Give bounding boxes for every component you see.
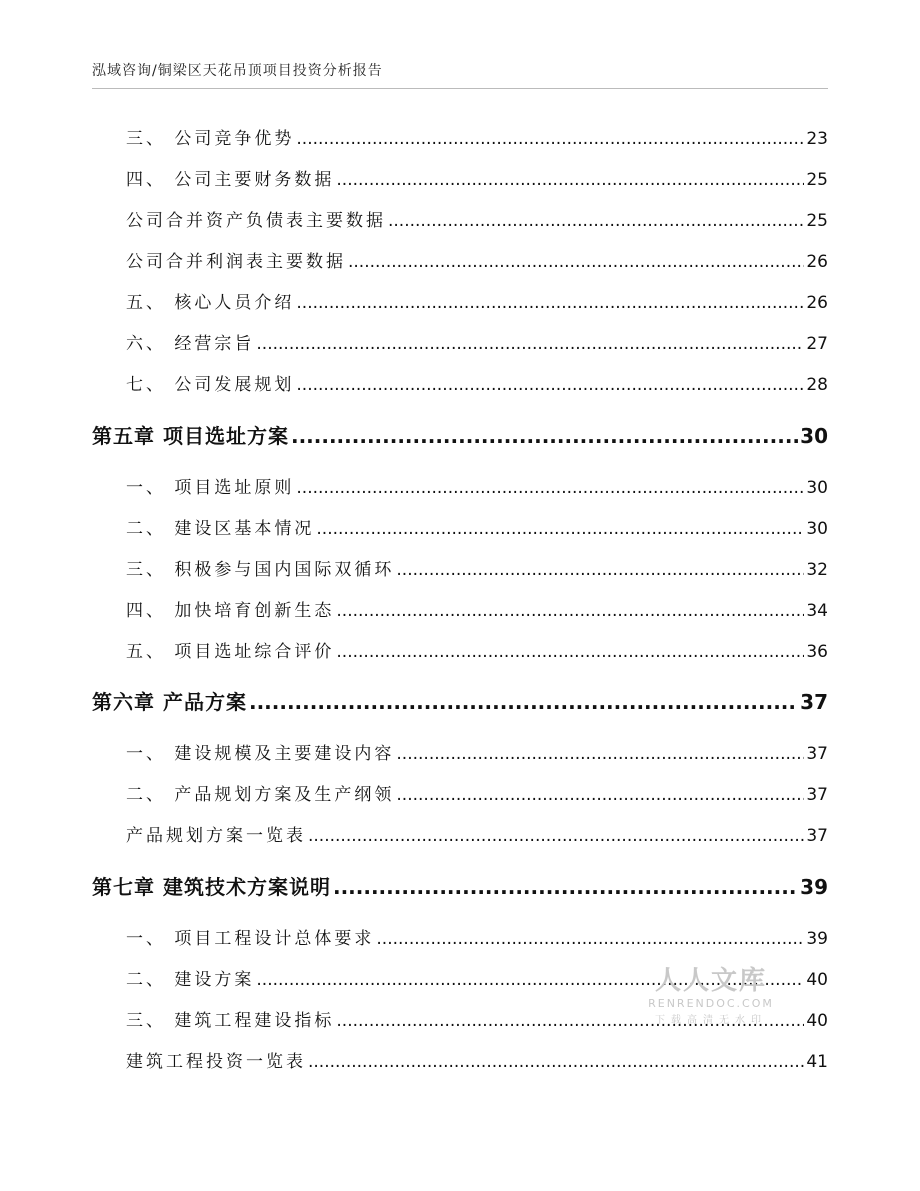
toc-chapter-page: 37 <box>800 690 828 714</box>
toc-entry[interactable] <box>126 924 828 949</box>
toc-entry-title: 五、 核心人员介绍 <box>126 293 295 313</box>
toc-entry-title: 二、 产品规划方案及生产纲领 <box>126 785 395 805</box>
toc-entry-title: 一、 项目工程设计总体要求 <box>126 929 375 949</box>
toc-entry-page: 26 <box>806 293 828 313</box>
toc-leader-dots <box>388 211 804 231</box>
toc-chapter-entry[interactable] <box>92 871 828 900</box>
toc-entry-page: 40 <box>806 1011 828 1031</box>
toc-leader-dots <box>336 170 804 190</box>
watermark-logo-text: 人人文库 <box>654 966 767 996</box>
toc-leader-dots <box>256 334 804 354</box>
toc-entry-title: 产品规划方案一览表 <box>126 826 306 846</box>
toc-entry[interactable] <box>126 473 828 498</box>
toc-entry-title: 一、 项目选址原则 <box>126 478 295 498</box>
toc-entry[interactable] <box>126 637 828 662</box>
toc-entry[interactable] <box>126 124 828 149</box>
watermark-url: RENRENDOC.COM <box>648 997 774 1010</box>
toc-entry[interactable] <box>126 555 828 580</box>
toc-entry-page: 34 <box>806 601 828 621</box>
toc-entry-title: 公司合并资产负债表主要数据 <box>126 211 386 231</box>
toc-entry[interactable] <box>126 1047 828 1072</box>
toc-entry-title: 四、 加快培育创新生态 <box>126 601 335 621</box>
toc-entry[interactable] <box>126 780 828 805</box>
toc-entry-page: 37 <box>806 785 828 805</box>
toc-chapter-title: 第七章 建筑技术方案说明 <box>92 875 331 899</box>
toc-leader-dots <box>296 478 804 498</box>
toc-entry-page: 23 <box>806 129 828 149</box>
toc-entry-page: 36 <box>806 642 828 662</box>
toc-entry[interactable] <box>126 596 828 621</box>
watermark-tagline: 下载高清无水印 <box>655 1015 767 1026</box>
toc-leader-dots <box>376 929 804 949</box>
toc-entry-title: 建筑工程投资一览表 <box>126 1052 306 1072</box>
toc-entry-title: 五、 项目选址综合评价 <box>126 642 335 662</box>
toc-chapter-entry[interactable] <box>92 686 828 715</box>
toc-leader-dots <box>296 293 804 313</box>
toc-entry-page: 40 <box>806 970 828 990</box>
toc-entry[interactable] <box>126 206 828 231</box>
toc-chapter-title: 第五章 项目选址方案 <box>92 424 289 448</box>
toc-entry[interactable] <box>126 247 828 272</box>
toc-leader-dots <box>249 690 798 714</box>
toc-chapter-page: 39 <box>800 875 828 899</box>
page-header: 泓域咨询/铜梁区天花吊顶项目投资分析报告 <box>92 63 383 79</box>
toc-entry-page: 25 <box>806 211 828 231</box>
toc-entry[interactable] <box>126 514 828 539</box>
toc-entry-page: 41 <box>806 1052 828 1072</box>
toc-leader-dots <box>336 642 804 662</box>
toc-leader-dots <box>348 252 804 272</box>
toc-leader-dots <box>336 601 804 621</box>
toc-entry-title: 二、 建设方案 <box>126 970 255 990</box>
toc-leader-dots <box>308 1052 804 1072</box>
toc-entry[interactable] <box>126 165 828 190</box>
toc-leader-dots <box>308 826 804 846</box>
toc-leader-dots <box>396 744 804 764</box>
toc-leader-dots <box>291 424 798 448</box>
toc-entry-page: 30 <box>806 519 828 539</box>
toc-entry[interactable] <box>126 821 828 846</box>
toc-entry-page: 28 <box>806 375 828 395</box>
toc-entry-page: 32 <box>806 560 828 580</box>
toc-leader-dots <box>316 519 804 539</box>
toc-leader-dots <box>396 785 804 805</box>
toc-chapter-page: 30 <box>800 424 828 448</box>
toc-entry-page: 27 <box>806 334 828 354</box>
watermark <box>646 960 776 1026</box>
toc-entry[interactable] <box>126 288 828 313</box>
toc-chapter-title: 第六章 产品方案 <box>92 690 247 714</box>
toc-entry-page: 25 <box>806 170 828 190</box>
toc-chapter-entry[interactable] <box>92 420 828 449</box>
toc-entry-page: 37 <box>806 744 828 764</box>
toc-entry[interactable] <box>126 329 828 354</box>
toc-entry-title: 公司合并利润表主要数据 <box>126 252 346 272</box>
toc-leader-dots <box>296 375 804 395</box>
toc-entry-page: 26 <box>806 252 828 272</box>
toc-entry-title: 四、 公司主要财务数据 <box>126 170 335 190</box>
toc-leader-dots <box>296 129 804 149</box>
toc-leader-dots <box>333 875 798 899</box>
toc-entry-title: 七、 公司发展规划 <box>126 375 295 395</box>
toc-entry[interactable] <box>126 370 828 395</box>
toc-leader-dots <box>396 560 804 580</box>
toc-entry-title: 三、 建筑工程建设指标 <box>126 1011 335 1031</box>
toc-entry-page: 37 <box>806 826 828 846</box>
toc-entry-page: 30 <box>806 478 828 498</box>
toc-entry-title: 三、 积极参与国内国际双循环 <box>126 560 395 580</box>
toc-entry-title: 二、 建设区基本情况 <box>126 519 315 539</box>
toc-entry[interactable] <box>126 739 828 764</box>
toc-entry-title: 一、 建设规模及主要建设内容 <box>126 744 395 764</box>
toc-entry-page: 39 <box>806 929 828 949</box>
header-divider <box>92 88 828 89</box>
toc-entry-title: 六、 经营宗旨 <box>126 334 255 354</box>
toc-entry-title: 三、 公司竞争优势 <box>126 129 295 149</box>
